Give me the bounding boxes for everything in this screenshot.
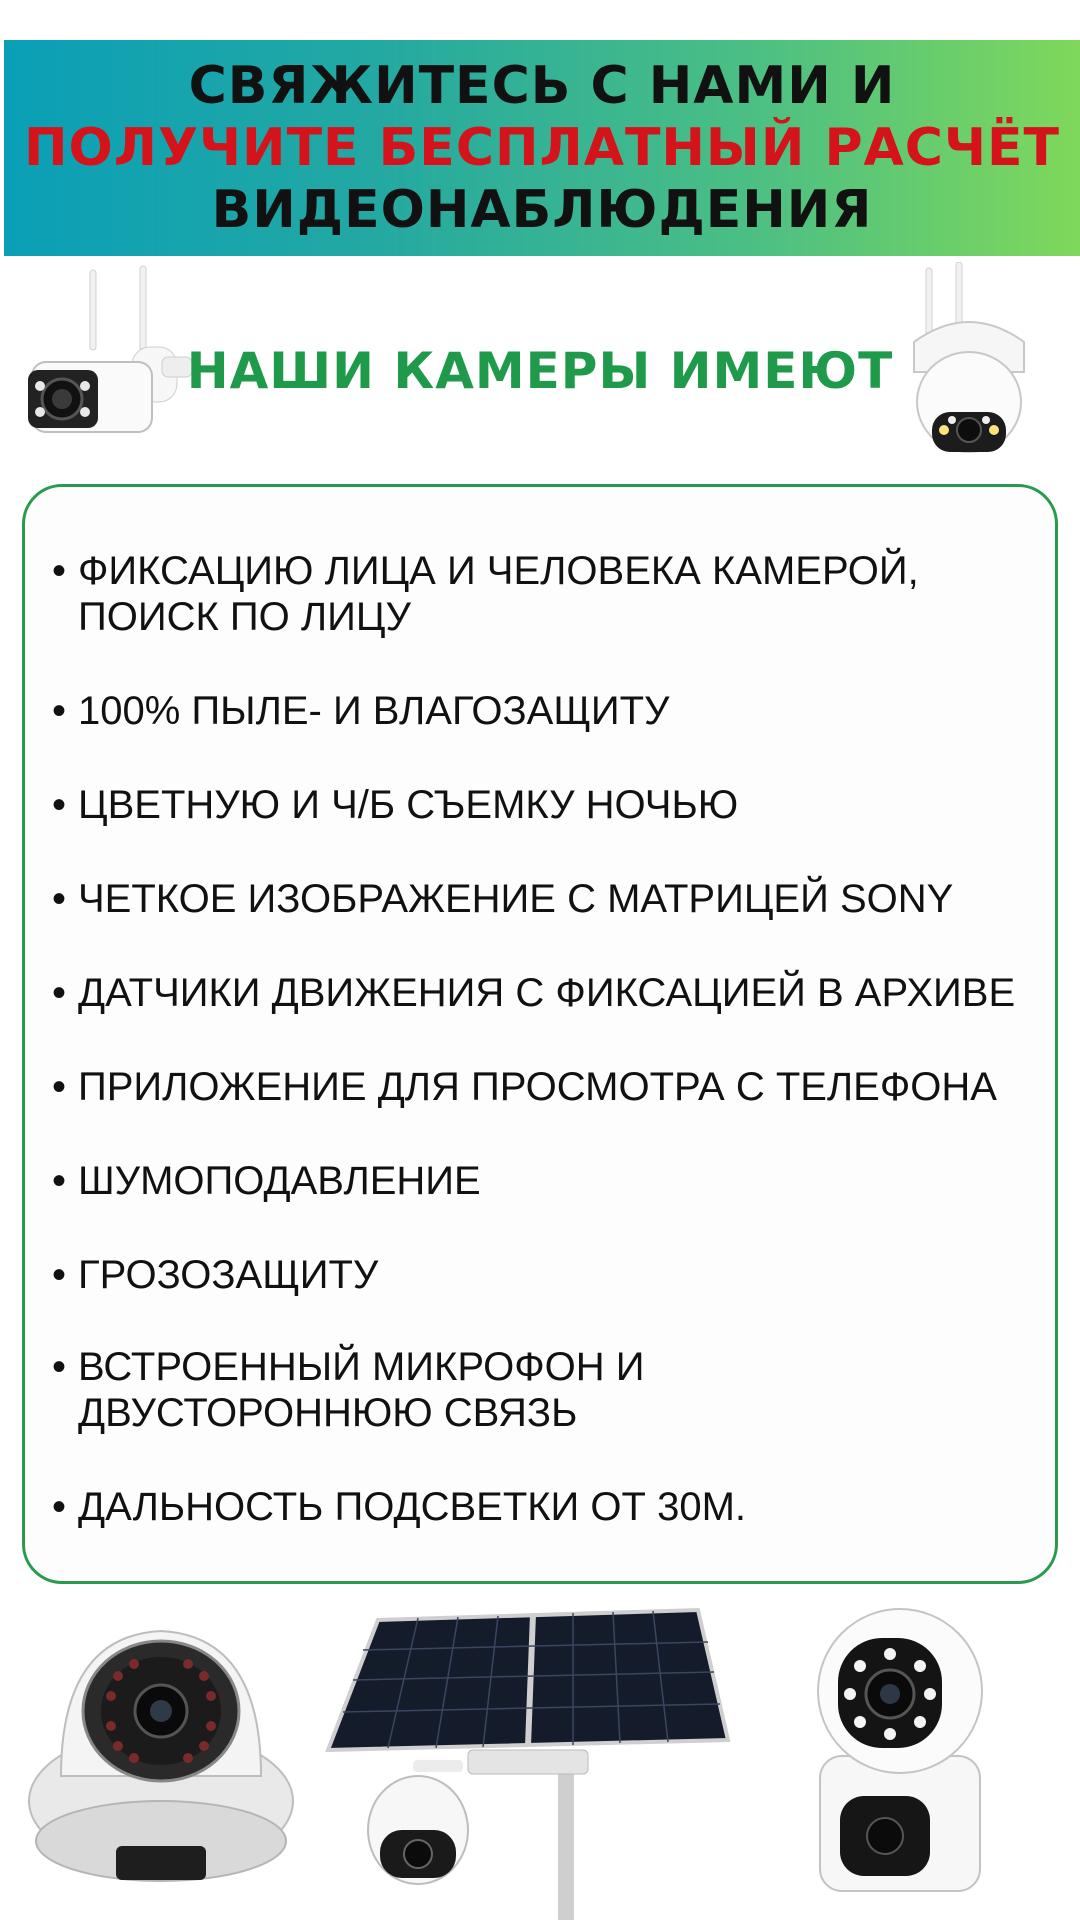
bullet-icon: • <box>52 783 67 827</box>
banner-line-3: ВИДЕОНАБЛЮДЕНИЯ <box>211 180 873 240</box>
bullet-icon: • <box>52 1345 67 1389</box>
bullet-icon: • <box>52 689 67 733</box>
ptz-camera-image <box>904 262 1034 462</box>
feature-text: ПРИЛОЖЕНИЕ ДЛЯ ПРОСМОТРА С ТЕЛЕФОНА <box>78 1065 997 1109</box>
bullet-icon: • <box>52 877 67 921</box>
bullet-icon: • <box>52 1065 67 1109</box>
feature-item <box>52 1064 1042 1110</box>
bullet-icon: • <box>52 549 67 593</box>
bullet-icon: • <box>52 1159 67 1203</box>
feature-item <box>52 970 1042 1016</box>
feature-text: ДАТЧИКИ ДВИЖЕНИЯ С ФИКСАЦИЕЙ В АРХИВЕ <box>78 971 1016 1015</box>
solar-ptz-camera-image <box>318 1600 738 1920</box>
banner-line-1: СВЯЖИТЕСЬ С НАМИ И <box>188 56 896 116</box>
feature-text: ЦВЕТНУЮ И Ч/Б СЪЕМКУ НОЧЬЮ <box>78 783 739 827</box>
feature-text: ШУМОПОДАВЛЕНИЕ <box>78 1159 481 1203</box>
feature-item <box>52 1484 1042 1530</box>
bullet-icon: • <box>52 971 67 1015</box>
section-heading: НАШИ КАМЕРЫ ИМЕЮТ <box>186 342 894 400</box>
feature-text: ЧЕТКОЕ ИЗОБРАЖЕНИЕ С МАТРИЦЕЙ SONY <box>78 877 954 921</box>
feature-text: ВСТРОЕННЫЙ МИКРОФОН И ДВУСТОРОННЮЮ СВЯЗЬ <box>78 1345 645 1435</box>
feature-item <box>52 548 1042 640</box>
cta-banner <box>4 40 1080 256</box>
feature-item <box>52 782 1042 828</box>
feature-text: ФИКСАЦИЮ ЛИЦА И ЧЕЛОВЕКА КАМЕРОЙ, ПОИСК ПО ЛИЦУ <box>78 549 919 639</box>
dual-lens-indoor-camera-image <box>810 1606 990 1896</box>
feature-item <box>52 688 1042 734</box>
feature-item <box>52 1252 1042 1298</box>
feature-item <box>52 1344 1042 1436</box>
bullet-camera-image <box>22 262 197 462</box>
banner-line-2: ПОЛУЧИТЕ БЕСПЛАТНЫЙ РАСЧЁТ <box>24 118 1060 178</box>
feature-text: 100% ПЫЛЕ- И ВЛАГОЗАЩИТУ <box>78 689 670 733</box>
feature-item <box>52 1158 1042 1204</box>
bullet-icon: • <box>52 1485 67 1529</box>
feature-text: ДАЛЬНОСТЬ ПОДСВЕТКИ ОТ 30М. <box>78 1485 747 1529</box>
feature-item <box>52 876 1042 922</box>
dome-camera-image <box>26 1606 296 1886</box>
feature-text: ГРОЗОЗАЩИТУ <box>78 1253 379 1297</box>
bullet-icon: • <box>52 1253 67 1297</box>
